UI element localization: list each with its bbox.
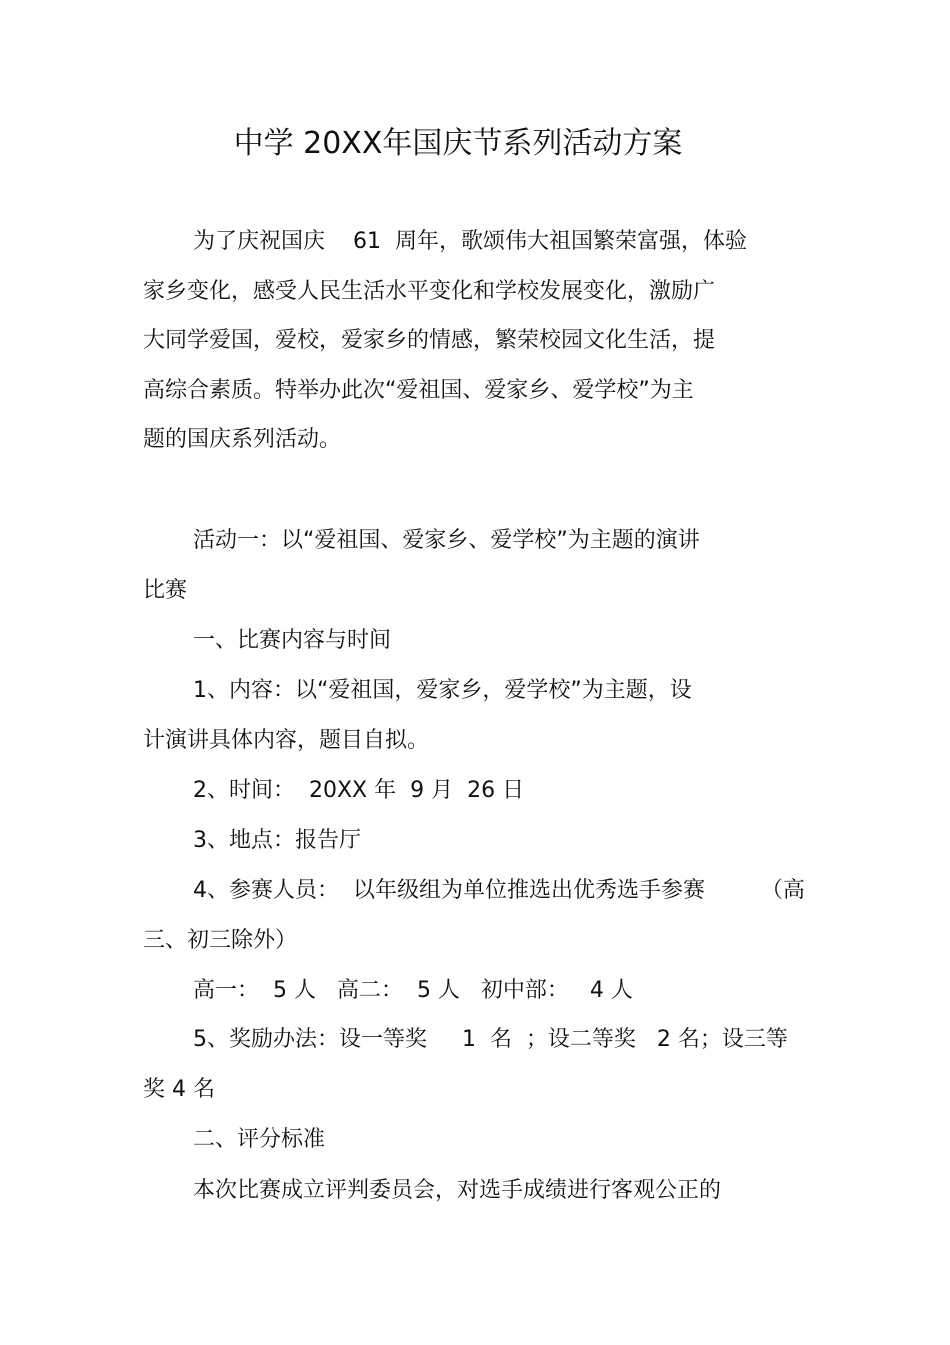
item-awards-line-2: 奖 4 名 bbox=[143, 1077, 215, 1102]
intro-line-5: 题的国庆系列活动。 bbox=[143, 427, 342, 452]
item-participants-line-1: 4、参赛人员： 以年级组为单位推选出优秀选手参赛 （高 bbox=[193, 878, 805, 903]
document-title: 中学 20XX年国庆节系列活动方案 bbox=[233, 126, 683, 161]
scoring-paragraph-line-1: 本次比赛成立评判委员会，对选手成绩进行客观公正的 bbox=[193, 1178, 722, 1203]
intro-line-2: 家乡变化，感受人民生活水平变化和学校发展变化，激励广 bbox=[143, 279, 716, 304]
intro-line-1: 为了庆祝国庆 61 周年，歌颂伟大祖国繁荣富强，体验 bbox=[193, 229, 747, 254]
item-location: 3、地点：报告厅 bbox=[193, 828, 361, 853]
item-content-line-2: 计演讲具体内容，题目自拟。 bbox=[143, 728, 430, 753]
item-awards-line-1: 5、奖励办法：设一等奖 1 名 ；设二等奖 2 名；设三等 bbox=[193, 1027, 788, 1052]
participant-quota: 高一： 5 人 高二： 5 人 初中部： 4 人 bbox=[193, 978, 633, 1003]
section-heading-scoring: 二、评分标准 bbox=[193, 1127, 326, 1152]
item-content-line-1: 1、内容：以“爱祖国，爱家乡，爱学校”为主题，设 bbox=[193, 678, 692, 703]
item-participants-line-2: 三、初三除外） bbox=[143, 928, 298, 953]
intro-line-3: 大同学爱国，爱校，爱家乡的情感，繁荣校园文化生活，提 bbox=[143, 328, 716, 353]
intro-line-4: 高综合素质。特举办此次“爱祖国、爱家乡、爱学校”为主 bbox=[143, 378, 694, 403]
activity-one-line-1: 活动一：以“爱祖国、爱家乡、爱学校”为主题的演讲 bbox=[193, 528, 700, 553]
section-heading-content-time: 一、比赛内容与时间 bbox=[193, 628, 392, 653]
activity-one-line-2: 比赛 bbox=[143, 578, 188, 603]
item-time: 2、时间： 20XX 年 9 月 26 日 bbox=[193, 778, 525, 803]
